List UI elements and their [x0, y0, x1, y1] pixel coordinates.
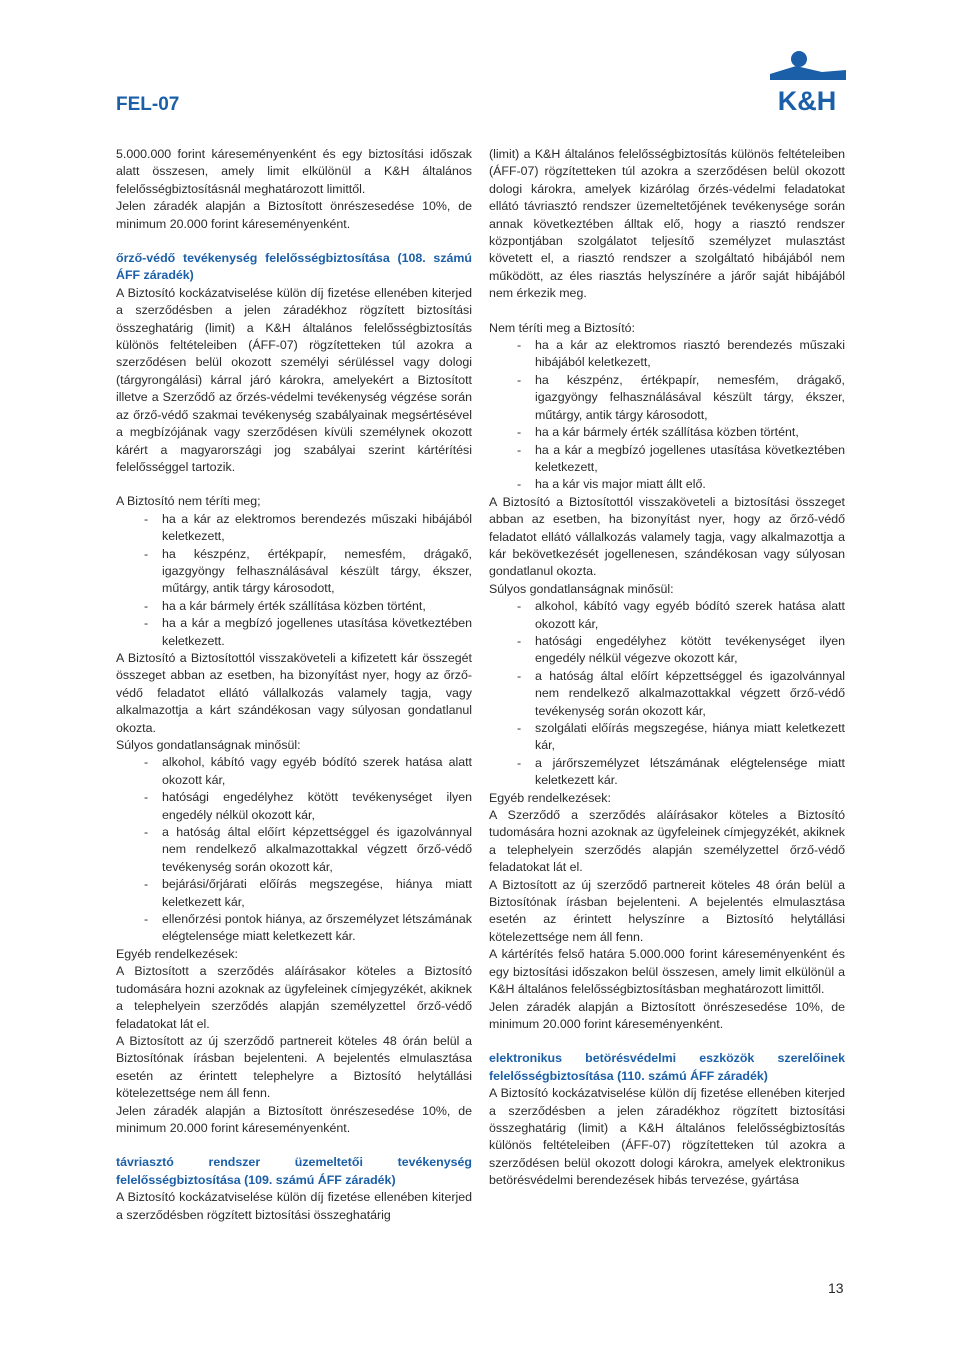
paragraph: (limit) a K&H általános felelősségbiztosítás különös feltételeiben (ÁFF-07) rögzítetteken túl azokra a szerződésen belül okozott dologi károkra, amelyek kizárólag őrzés-védelmi feladatokat ellátó távriasztó rendszer üzemeltetőjének tevékenysége során annak következtében álltak elő, hogy a riasztó rendszer központjában szolgálatot teljesítő személyzet mulasztást követett el, a riasztó rendszer a szolgáltató hibájából nem működött, az éles riasztás helyszínére a járőr saját hibájából nem érkezik meg.	[489, 147, 845, 301]
list-item: - ha a kár az elektromos berendezés műszaki hibájából keletkezett,	[116, 511, 472, 546]
negligence-list	[116, 754, 472, 945]
paragraph: A Biztosító nem téríti meg;	[116, 494, 261, 509]
paragraph: 5.000.000 forint káreseményenként és egy biztosítási időszak alatt összesen, amely limit elkülönül a K&H általános felelősségbiztosításnál meghatározott limittől.	[116, 147, 472, 196]
list-item: - ha a kár az elektromos riasztó berendezés műszaki hibájából keletkezett,	[489, 337, 845, 372]
paragraph: A Biztosító kockázatviselése külön díj fizetése ellenében kiterjed a szerződésben a jelen záradékhoz rögzített biztosítási összeghatárig (limit) a K&H általános felelősségbiztosítás különös feltételeiben (ÁFF-07) rögzítetteken túl azokra a szerződésen belül okozott személyi sérüléssel vagy dologi (tárgyrongálási) kárral járó károkra, amelyekért a Biztosított illetve a Szerződő az őrzés-védelmi tevékenység végzése során az őrző-védő szakmai tevékenység szabályainak megsértésével a megbízójának vagy szerződésen kívüli személynek okozott kárért a magyarországi jog szabályai szerint kártérítési felelősséggel tartozik.	[116, 285, 472, 474]
list-item: - szolgálati előírás megszegése, hiánya miatt keletkezett kár,	[489, 720, 845, 755]
paragraph: Egyéb rendelkezések:	[489, 790, 611, 805]
section-heading: elektronikus betörésvédelmi eszközök szerelőinek felelősségbiztosítása (110. számú ÁFF záradék)	[489, 1051, 845, 1083]
list-item: - ha a kár bármely érték szállítása közben történt,	[489, 424, 845, 441]
logo-text: K&H	[777, 86, 837, 114]
list-item: - alkohol, kábító vagy egyéb bódító szerek hatása alatt okozott kár,	[116, 754, 472, 789]
paragraph: Jelen záradék alapján a Biztosított önrészesedése 10%, de minimum 20.000 forint káreseményenként.	[116, 1103, 472, 1135]
list-item: - a hatóság által előírt képzettséggel és igazolvánnyal nem rendelkező alkalmazottakkal végzett őrző-védő tevékenység során okozott kár,	[489, 668, 845, 720]
list-item: - bejárási/őrjárati előírás megszegése, hiánya miatt keletkezett kár,	[116, 876, 472, 911]
list-item: - ha készpénz, értékpapír, nemesfém, drágakő, igazgyöngy felhasználásával készült tárgy, ékszer, műtárgy, antik tárgy károsodott,	[489, 372, 845, 424]
list-item: - ha a kár vis major miatt állt elő.	[489, 476, 845, 493]
kh-logo	[766, 50, 848, 114]
left-column	[116, 146, 472, 1224]
negligence-list	[489, 598, 845, 789]
paragraph: A Biztosító a Biztosítottól visszaköveteli a biztosítási összeget abban az esetben, ha bizonyítást nyer, hogy az őrző-védő feladatot ellátó vállalkozás valamely tagja, vagy alkalmazottja a kár bekövetkezését jogellenesen, szándékosan vagy súlyosan gondatlanul okozta.	[489, 494, 845, 579]
page-number: 13	[828, 1280, 844, 1296]
paragraph: A Biztosított az új szerződő partnereit köteles 48 órán belül a Biztosítónak írásban bejelenteni. A bejelentés elmulasztása esetén az érintett helyszínre a Biztosító helytállási kötelezettsége nem áll fenn.	[489, 877, 845, 944]
paragraph: Jelen záradék alapján a Biztosított önrészesedése 10%, de minimum 20.000 forint káreseményenként.	[489, 999, 845, 1031]
section-heading: távriasztó rendszer üzemeltetői tevékenység felelősségbiztosítása (109. számú ÁFF záradék)	[116, 1155, 472, 1187]
paragraph: A Biztosító a Biztosítottól visszaköveteli a kifizetett kár összegét összeget abban az esetben, ha bizonyítást nyer, hogy az őrző-védő feladatot ellátó vállalkozás valamely tagja, vagy alkalmazottja a kárt szándékosan vagy súlyosan gondatlanul okozta.	[116, 650, 472, 735]
list-item: - a járőrszemélyzet létszámának elégtelensége miatt keletkezett kár.	[489, 755, 845, 790]
list-item: - hatósági engedélyhez kötött tevékenységet ilyen engedély nélkül okozott kár,	[116, 789, 472, 824]
paragraph: A Szerződő a szerződés aláírásakor köteles a Biztosító tudomására hozni azoknak az ügyfeleinek címjegyzékét, akiknek a telephelyein szerződés alapján személyzettel őrző-védő feladatokat lát el.	[489, 808, 845, 875]
exclusion-list	[489, 337, 845, 494]
list-item: - ha a kár a megbízó jogellenes utasítása következtében keletkezett.	[116, 615, 472, 650]
logo-mark-icon	[770, 51, 846, 80]
paragraph: Jelen záradék alapján a Biztosított önrészesedése 10%, de minimum 20.000 forint káreseményenként.	[116, 199, 472, 231]
list-item: - ha a kár bármely érték szállítása közben történt,	[116, 598, 472, 615]
paragraph: A kártérítés felső határa 5.000.000 forint káreseményenként és egy biztosítási időszakon belül összesen, amely limit elkülönül a K&H általános felelősségbiztosításban meghatározott limittől.	[489, 947, 845, 997]
list-item: - hatósági engedélyhez kötött tevékenységet ilyen engedély nélkül végezve okozott kár,	[489, 633, 845, 668]
paragraph: Nem téríti meg a Biztosító:	[489, 320, 635, 335]
exclusion-list	[116, 511, 472, 650]
right-column	[489, 146, 845, 1190]
list-item: - alkohol, kábító vagy egyéb bódító szerek hatása alatt okozott kár,	[489, 598, 845, 633]
paragraph: A Biztosító kockázatviselése külön díj fizetése ellenében kiterjed a szerződésben rögzített biztosítási összeghatárig	[116, 1190, 472, 1222]
paragraph: A Biztosított az új szerződő partnereit köteles 48 órán belül a Biztosítónak írásban bejelenteni. A bejelentés elmulasztása esetén az érintett telephelyre a Biztosító helytállási kötelezettsége nem áll fenn.	[116, 1033, 472, 1101]
paragraph: A Biztosító kockázatviselése külön díj fizetése ellenében kiterjed a szerződésben a jelen záradékhoz rögzített biztosítási összeghatárig (limit) a K&H általános felelősségbiztosítás különös feltételeiben (ÁFF-07) rögzítetteken túl azokra a szerződésen belül okozott dologi károkra, amelyek elektronikus betörésvédelmi berendezések hibás tervezése, gyártása	[489, 1086, 845, 1188]
doc-code: FEL-07	[116, 94, 180, 115]
paragraph: Súlyos gondatlanságnak minősül:	[489, 581, 674, 596]
list-item: - a hatóság által előírt képzettséggel és igazolvánnyal nem rendelkező alkalmazottakkal végzett őrző-védő tevékenység során okozott kár,	[116, 824, 472, 876]
paragraph: A Biztosított a szerződés aláírásakor köteles a Biztosító tudomására hozni azoknak az ügyfeleinek címjegyzékét, akiknek a telephelyein szerződés alapján személyzettel őrző-védő feladatokat lát el.	[116, 964, 472, 1031]
section-heading: őrző-védő tevékenység felelősségbiztosítása (108. számú ÁFF záradék)	[116, 251, 472, 283]
paragraph: Egyéb rendelkezések:	[116, 946, 238, 961]
list-item: - ellenőrzési pontok hiánya, az őrszemélyzet létszámának elégtelensége miatt keletkezett kár.	[116, 911, 472, 946]
paragraph: Súlyos gondatlanságnak minősül:	[116, 738, 301, 752]
list-item: - ha a kár a megbízó jogellenes utasítása következtében keletkezett,	[489, 442, 845, 477]
list-item: - ha készpénz, értékpapír, nemesfém, drágakő, igazgyöngy felhasználásával készült tárgy, ékszer, műtárgy, antik tárgy károsodott,	[116, 546, 472, 598]
